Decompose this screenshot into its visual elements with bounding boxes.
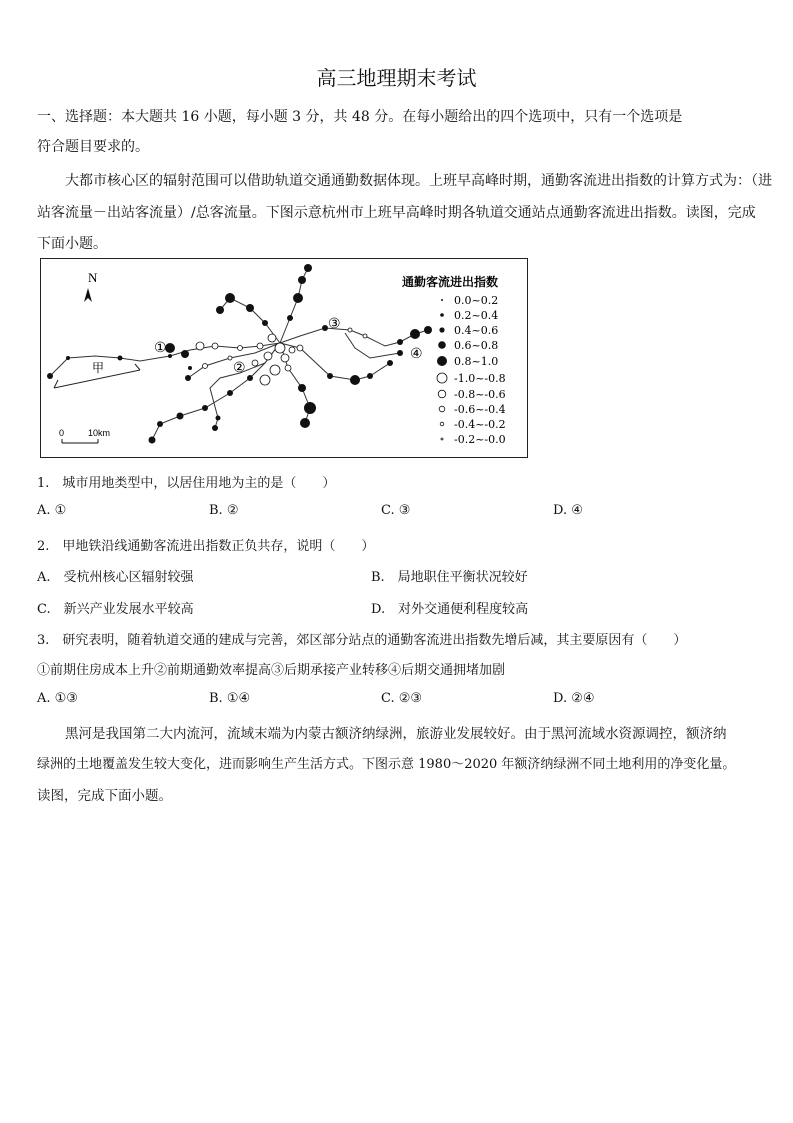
legend-item: -0.2~-0.0	[454, 433, 506, 446]
legend-item: 0.2~0.4	[454, 309, 499, 322]
q3-option-a[interactable]: A. ①③	[37, 691, 78, 706]
metro-station-map	[40, 258, 528, 458]
legend-item: 0.4~0.6	[454, 324, 499, 337]
legend-item: 0.6~0.8	[454, 339, 499, 352]
q2-option-c[interactable]: C. 新兴产业发展水平较高	[37, 602, 194, 617]
q1-option-c[interactable]: C. ③	[381, 503, 411, 518]
legend-item: -0.6~-0.4	[454, 403, 506, 416]
q1-option-a[interactable]: A. ①	[37, 503, 67, 518]
q2-option-a[interactable]: A. 受杭州核心区辐射较强	[37, 570, 194, 585]
marker-1: ①	[154, 340, 167, 356]
scale-zero: 0	[59, 428, 65, 438]
q3-option-c[interactable]: C. ②③	[381, 691, 423, 706]
q1-stem: 1. 城市用地类型中，以居住用地为主的是（ ）	[37, 476, 336, 491]
q1-option-d[interactable]: D. ④	[553, 503, 583, 518]
legend-item: 0.0~0.2	[454, 294, 499, 307]
intro1-line2: 站客流量－出站客流量）/总客流量。下图示意杭州市上班早高峰时期各轨道交通站点通勤客流进出指数。读图，完成	[37, 205, 756, 221]
section-heading-line2: 符合题目要求的。	[37, 139, 149, 155]
marker-2: ②	[233, 360, 246, 376]
intro2-line3: 读图，完成下面小题。	[37, 788, 172, 804]
intro2-line2: 绿洲的土地覆盖发生较大变化，进而影响生产生活方式。下图示意 1980～2020 年额济纳绿洲不同土地利用的净变化量。	[37, 757, 736, 772]
north-label: N	[88, 270, 98, 285]
q3-items: ①前期住房成本上升②前期通勤效率提高③后期承接产业转移④后期交通拥堵加剧	[37, 663, 506, 678]
q1-option-b[interactable]: B. ②	[209, 503, 239, 518]
intro2-line1: 黑河是我国第二大内流河，流域末端为内蒙古额济纳绿洲，旅游业发展较好。由于黑河流域水资源调控，额济纳	[65, 726, 727, 742]
intro1-line1: 大都市核心区的辐射范围可以借助轨道交通通勤数据体现。上班早高峰时期，通勤客流进出指数的计算方式为：（进	[65, 173, 772, 189]
q3-stem: 3. 研究表明，随着轨道交通的建成与完善，郊区部分站点的通勤客流进出指数先增后减，其主要原因有（ ）	[37, 633, 687, 648]
legend-item: 0.8~1.0	[454, 355, 499, 368]
section-heading-line1: 一、选择题：本大题共 16 小题，每小题 3 分，共 48 分。在每小题给出的四个选项中，只有一个选项是	[37, 109, 683, 125]
marker-3: ③	[328, 316, 341, 332]
paper-title: 高三地理期末考试	[316, 66, 477, 90]
marker-4: ④	[410, 346, 423, 362]
q2-option-b[interactable]: B. 局地职住平衡状况较好	[371, 570, 528, 585]
legend-item: -1.0~-0.8	[454, 372, 506, 385]
q2-stem: 2. 甲地铁沿线通勤客流进出指数正负共存，说明（ ）	[37, 539, 375, 554]
scale-label: 10km	[88, 428, 111, 438]
q3-option-d[interactable]: D. ②④	[553, 691, 595, 706]
q3-option-b[interactable]: B. ①④	[209, 691, 251, 706]
legend-title: 通勤客流进出指数	[402, 275, 499, 289]
legend-item: -0.4~-0.2	[454, 418, 506, 431]
region-jia-label: 甲	[92, 361, 105, 375]
legend-item: -0.8~-0.6	[454, 388, 506, 401]
intro1-line3: 下面小题。	[37, 236, 107, 252]
q2-option-d[interactable]: D. 对外交通便利程度较高	[371, 602, 529, 617]
